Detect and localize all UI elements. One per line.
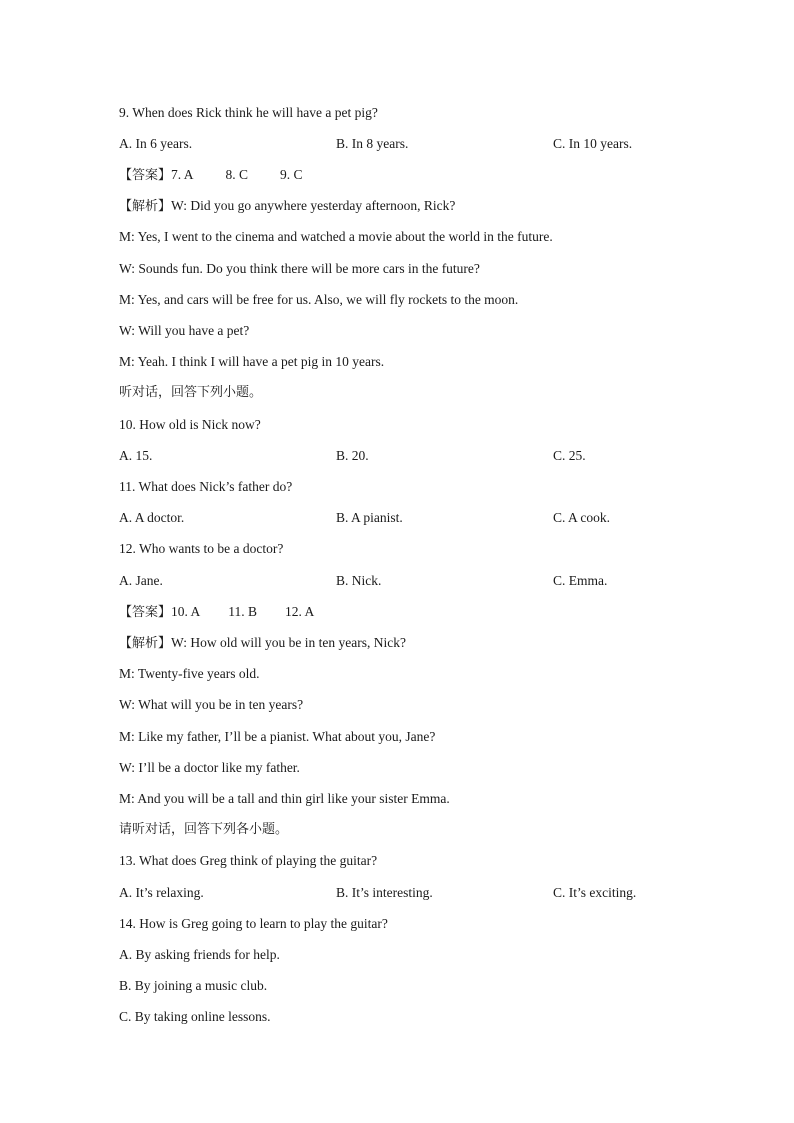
- question-12: 12. Who wants to be a doctor?: [119, 541, 284, 556]
- dialogue-line: M: Yes, and cars will be free for us. Also, we will fly rockets to the moon.: [119, 292, 519, 307]
- question-9: 9. When does Rick think he will have a pet pig?: [119, 105, 378, 120]
- answer-block-1: [119, 166, 303, 185]
- dialogue-line: W: Will you have a pet?: [119, 323, 250, 338]
- answer-block-2: [119, 603, 314, 622]
- analysis-label: 【解析】: [119, 636, 172, 651]
- q13-option-c: C. It’s exciting.: [553, 885, 637, 900]
- section-instruction: 听对话，回答下列小题。: [119, 385, 263, 400]
- q12-option-c: C. Emma.: [553, 573, 608, 588]
- analysis-block-2: [119, 634, 406, 653]
- dialogue-line: W: I’ll be a doctor like my father.: [119, 760, 300, 775]
- answer-item: 9. C: [280, 167, 303, 182]
- answer-item: 10. A: [171, 604, 201, 619]
- section-instruction: 请听对话，回答下列各小题。: [119, 822, 289, 837]
- dialogue-line: M: And you will be a tall and thin girl like your sister Emma.: [119, 791, 450, 806]
- dialogue-line: W: Sounds fun. Do you think there will be more cars in the future?: [119, 261, 480, 276]
- q13-option-b: B. It’s interesting.: [336, 885, 433, 900]
- q14-option-a: A. By asking friends for help.: [119, 947, 280, 962]
- dialogue-line: M: Yeah. I think I will have a pet pig in 10 years.: [119, 354, 385, 369]
- q10-option-a: A. 15.: [119, 448, 153, 463]
- q14-option-c: C. By taking online lessons.: [119, 1009, 271, 1024]
- question-14: 14. How is Greg going to learn to play the guitar?: [119, 916, 388, 931]
- dialogue-line: M: Twenty-five years old.: [119, 666, 260, 681]
- q13-option-a: A. It’s relaxing.: [119, 885, 204, 900]
- q9-option-c: C. In 10 years.: [553, 136, 633, 151]
- dialogue-line: W: What will you be in ten years?: [119, 697, 304, 712]
- question-10: 10. How old is Nick now?: [119, 417, 261, 432]
- q10-option-b: B. 20.: [336, 448, 369, 463]
- dialogue-line: M: Like my father, I’ll be a pianist. What about you, Jane?: [119, 729, 436, 744]
- answer-item: 7. A: [171, 167, 194, 182]
- answer-item: 8. C: [225, 167, 249, 182]
- question-13: 13. What does Greg think of playing the guitar?: [119, 853, 378, 868]
- answer-item: 12. A: [285, 604, 315, 619]
- answer-label: 【答案】: [119, 605, 172, 620]
- q11-option-b: B. A pianist.: [336, 510, 403, 525]
- dialogue-line: W: Did you go anywhere yesterday afternoon, Rick?: [171, 198, 456, 213]
- answer-label: 【答案】: [119, 168, 172, 183]
- q12-option-a: A. Jane.: [119, 573, 163, 588]
- analysis-block-1: [119, 197, 455, 216]
- analysis-label: 【解析】: [119, 199, 172, 214]
- dialogue-line: W: How old will you be in ten years, Nick?: [171, 635, 406, 650]
- q11-option-a: A. A doctor.: [119, 510, 185, 525]
- dialogue-line: M: Yes, I went to the cinema and watched a movie about the world in the future.: [119, 229, 553, 244]
- q9-option-b: B. In 8 years.: [336, 136, 409, 151]
- answer-item: 11. B: [228, 604, 258, 619]
- q9-option-a: A. In 6 years.: [119, 136, 193, 151]
- q14-option-b: B. By joining a music club.: [119, 978, 268, 993]
- question-11: 11. What does Nick’s father do?: [119, 479, 293, 494]
- q11-option-c: C. A cook.: [553, 510, 611, 525]
- q10-option-c: C. 25.: [553, 448, 586, 463]
- q12-option-b: B. Nick.: [336, 573, 382, 588]
